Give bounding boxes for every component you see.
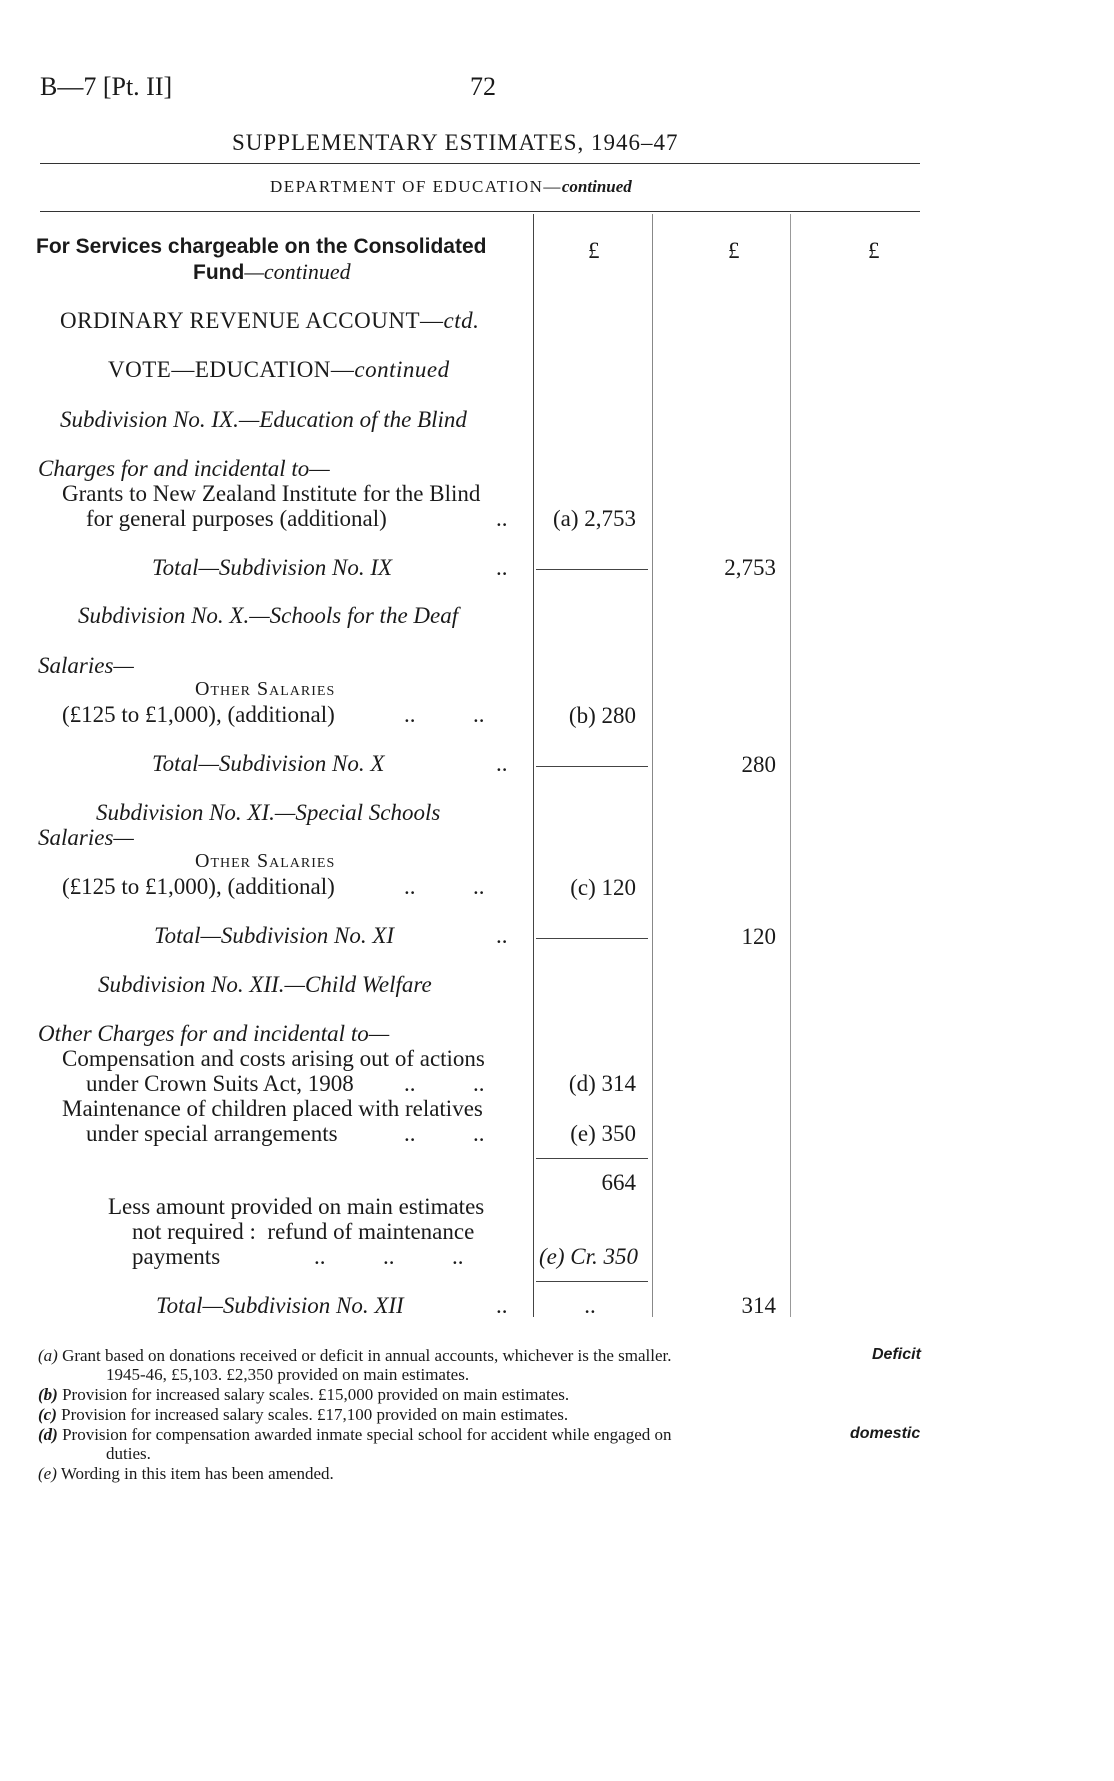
sub10-total-leader: .. <box>496 751 508 776</box>
sub10-item: (£125 to £1,000), (additional) <box>62 702 335 727</box>
sub10-total-value: 280 <box>741 752 776 777</box>
page-title: SUPPLEMENTARY ESTIMATES, 1946–47 <box>232 130 679 155</box>
sub11-item-value: (c) 120 <box>570 875 636 900</box>
sub12-item2-line1: Maintenance of children placed with relatives <box>62 1096 483 1121</box>
col-head-2: £ <box>728 238 740 263</box>
sub11-salaries: Salaries— <box>38 825 134 850</box>
sub10-item-leader: .. .. <box>404 702 485 727</box>
sub9-item-line1: Grants to New Zealand Institute for the Blind <box>62 481 481 506</box>
sub12-subtotal: 664 <box>601 1170 636 1195</box>
footnote-a: (a) Grant based on donations received or deficit in annual accounts, whichever is the smaller. <box>38 1346 672 1365</box>
sub9-total-leader: .. <box>496 555 508 580</box>
footnote-c: (c) Provision for increased salary scales. £17,100 provided on main estimates. <box>38 1405 569 1424</box>
footnote-b: (b) Provision for increased salary scales. £15,000 provided on main estimates. <box>38 1385 570 1404</box>
column-divider-2 <box>652 214 653 1317</box>
footnote-a-cont: 1945-46, £5,103. £2,350 provided on main estimates. <box>106 1365 470 1384</box>
sub12-item1-line1: Compensation and costs arising out of actions <box>62 1046 485 1071</box>
sub12-less-line2: not required : refund of maintenance <box>132 1219 475 1244</box>
sub12-total-label: Total—Subdivision No. XII <box>156 1293 404 1318</box>
sub11-total-leader: .. <box>496 923 508 948</box>
sub12-title: Subdivision No. XII.—Child Welfare <box>98 972 432 997</box>
department-name: DEPARTMENT OF EDUCATION— <box>270 177 562 196</box>
footnote-a-bold-tail: Deficit <box>872 1346 921 1363</box>
sub9-total-value: 2,753 <box>724 555 776 580</box>
sub10-title: Subdivision No. X.—Schools for the Deaf <box>78 603 459 628</box>
sub10-salaries: Salaries— <box>38 653 134 678</box>
sub12-less-leader: .. .. .. <box>314 1244 464 1269</box>
footnote-d-bold-tail: domestic <box>850 1425 921 1442</box>
column-divider-3 <box>790 214 791 1317</box>
department-continued: continued <box>561 177 632 196</box>
table-heading-line2: Fund—continued <box>193 259 351 284</box>
sub12-less-line3: payments <box>132 1244 221 1269</box>
sub12-item2-line2: under special arrangements <box>86 1121 338 1146</box>
sub11-rule <box>536 938 648 939</box>
sub9-total-label: Total—Subdivision No. IX <box>152 555 393 580</box>
column-divider-1 <box>533 214 534 1317</box>
sub12-item1-leader: .. .. <box>404 1071 485 1096</box>
sub9-rule <box>536 569 648 570</box>
col-head-1: £ <box>588 238 600 263</box>
department-heading <box>270 177 632 197</box>
sub9-item-value: (a) 2,753 <box>552 506 636 531</box>
sub9-charges: Charges for and incidental to— <box>38 456 330 481</box>
sub11-title: Subdivision No. XI.—Special Schools <box>96 800 441 825</box>
sub9-title: Subdivision No. IX.—Education of the Blind <box>60 407 467 432</box>
sub10-rule <box>536 766 648 767</box>
sub11-other-salaries: Other Salaries <box>195 850 336 872</box>
document-reference: B—7 [Pt. II] <box>40 72 173 101</box>
sub10-total-label: Total—Subdivision No. X <box>152 751 385 776</box>
sub12-item2-value: (e) 350 <box>570 1121 636 1146</box>
footnote-e: (e) Wording in this item has been amended. <box>38 1464 334 1483</box>
footnote-d: (d) Provision for compensation awarded inmate special school for accident while engaged on <box>38 1425 672 1444</box>
department-rule <box>40 211 920 212</box>
sub12-subtotal-rule <box>536 1158 648 1159</box>
table-heading-line1: For Services chargeable on the Consolidated <box>36 235 487 258</box>
sub12-less-value: (e) Cr. 350 <box>538 1244 638 1269</box>
account-heading: ORDINARY REVENUE ACCOUNT—ctd. <box>60 308 480 333</box>
sub12-item1-line2: under Crown Suits Act, 1908 <box>86 1071 354 1096</box>
sub12-total-col1: .. <box>584 1293 596 1318</box>
sub11-total-value: 120 <box>741 924 776 949</box>
sub11-item-leader: .. .. <box>404 874 485 899</box>
sub12-less-line1: Less amount provided on main estimates <box>108 1194 485 1219</box>
sub12-charges: Other Charges for and incidental to— <box>38 1021 390 1046</box>
title-rule <box>40 163 920 164</box>
page-number: 72 <box>470 72 496 101</box>
sub12-total-value: 314 <box>741 1293 776 1318</box>
sub12-less-rule <box>536 1281 648 1282</box>
col-head-3: £ <box>868 238 880 263</box>
sub11-total-label: Total—Subdivision No. XI <box>154 923 395 948</box>
sub12-item1-value: (d) 314 <box>568 1071 636 1096</box>
sub12-total-leader: .. <box>496 1293 508 1318</box>
vote-heading: VOTE—EDUCATION—continued <box>108 357 450 382</box>
sub9-item-line2: for general purposes (additional) <box>86 506 387 531</box>
sub11-item: (£125 to £1,000), (additional) <box>62 874 335 899</box>
sub10-other-salaries: Other Salaries <box>195 678 336 700</box>
sub12-item2-leader: .. .. <box>404 1121 485 1146</box>
sub10-item-value: (b) 280 <box>568 703 636 728</box>
footnote-d-cont: duties. <box>106 1444 151 1463</box>
sub9-item-leader: .. <box>496 506 508 531</box>
